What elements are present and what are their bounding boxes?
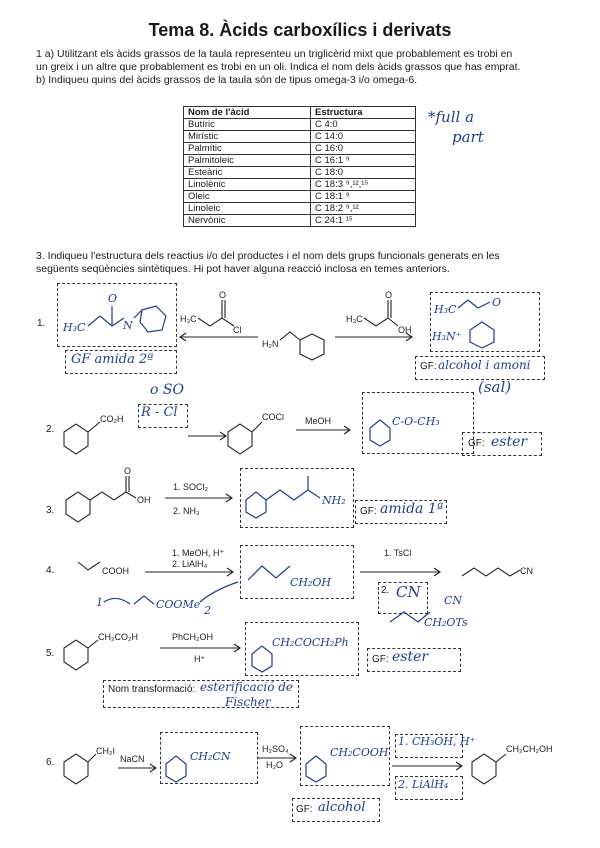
r1-gf-right-answer: alcohol i amoni [438, 358, 531, 372]
r6-cyclohexane [64, 754, 88, 784]
r6-nitrile-drawing [166, 750, 231, 782]
r6-ch2i: CH₂I [96, 746, 115, 756]
acid-name: Oleic [184, 191, 311, 203]
q3-line1: 3. Indiqueu l'estructura dels reactius i/o del productes i el nom dels grups funcionals generats en les [36, 250, 500, 262]
r3-o: O [124, 466, 132, 476]
r2-ester-text: C-O-CH₃ [392, 415, 440, 428]
r3-acid [66, 466, 151, 522]
r3-amide-drawing [246, 476, 346, 518]
r1-acid-chain [364, 318, 398, 326]
r3-gf-label: GF: [360, 506, 377, 517]
r3-amide-chain [266, 490, 320, 500]
r3-oh: OH [137, 495, 151, 505]
r3-amide-ring [246, 492, 266, 518]
r4-butanoic-acid [78, 562, 129, 576]
reaction-3-number: 3. [46, 505, 55, 516]
r1-benzene [300, 334, 324, 360]
r3-gf-answer: amida 1ª [380, 501, 444, 517]
r4-step1: 1. MeOH, H⁺ [172, 548, 225, 558]
acid-name: Palmitoleic [184, 155, 311, 167]
reaction-5-number: 5. [46, 648, 55, 659]
r3-coh [126, 492, 136, 498]
acid-struct: C 18:0 [311, 167, 416, 179]
reaction-1-number: 1. [37, 318, 46, 329]
r2-reagent-answer: R - Cl [141, 405, 178, 420]
col-name-header: Nom de l'àcid [184, 107, 311, 119]
r1-acyl-chloride [180, 290, 242, 335]
r5-gf-answer: ester [392, 649, 429, 665]
r6-h2so4: H₂SO₄ [262, 744, 289, 754]
r6-gf-answer: alcohol [318, 800, 366, 815]
r1-acid-oh: OH [398, 325, 412, 335]
r2-co2h: CO₂H [100, 414, 124, 424]
acid-struct: C 18:2 ⁹,¹² [311, 203, 416, 215]
r4-chain [78, 562, 100, 570]
r1-o-hand: O [108, 292, 118, 305]
handwritten-note-2: part [452, 128, 484, 146]
r2-acyl-chloride [228, 412, 284, 454]
r4-note-chain [134, 596, 154, 604]
acid-struct: C 4:0 [311, 119, 416, 131]
r5-ester-drawing [252, 636, 349, 672]
r4-cn: CN [520, 566, 533, 576]
r3-step1: 1. SOCl₂ [173, 482, 209, 492]
r4-alcohol-chain [248, 566, 290, 580]
acid-name: Nervònic [184, 215, 311, 227]
r1-gf-label: GF: [420, 361, 437, 372]
r1-salt-h3c: H₃C [434, 303, 457, 316]
r6-alcohol-ring [472, 754, 496, 784]
r1-cl: Cl [233, 325, 242, 335]
reaction-2-number: 2. [46, 424, 55, 435]
r4-box2-number: 2. [381, 585, 390, 596]
r4-step2: 2. LiAlH₄ [172, 559, 208, 569]
r1-salt-drawing [431, 296, 501, 348]
r1-benzene-hand [140, 306, 166, 332]
acid-struct: C 16:1 ⁹ [311, 155, 416, 167]
reaction-4-number: 4. [46, 565, 55, 576]
r1-amide-drawing [62, 292, 166, 334]
r5-cyclohexane [64, 640, 88, 670]
r2-bond-2 [252, 422, 262, 432]
r5-ester-ring [252, 646, 272, 672]
acid-struct: C 18:1 ⁹ [311, 191, 416, 203]
reaction-6-number: 6. [46, 757, 55, 768]
r2-meoh: MeOH [305, 416, 332, 426]
handwritten-note-1: *full a [428, 108, 475, 126]
q1-line2: un greix i un altre que probablement es trobi en un oli. Indica el nom dels àcids grassos que has emprat. [36, 61, 521, 73]
r4-handwritten-notes [96, 582, 468, 629]
r2-gf-label: GF: [468, 438, 485, 449]
r4-curved-arrow-2 [200, 582, 238, 602]
acid-struct: C 14:0 [311, 131, 416, 143]
acid-struct: C 16:0 [311, 143, 416, 155]
r4-note-1: 1 [96, 596, 103, 609]
r6-iodide [64, 746, 115, 784]
page-title: Tema 8. Àcids carboxílics i derivats [148, 20, 452, 40]
r3-cyclohexane [66, 492, 90, 522]
acid-name: Linoleic [184, 203, 311, 215]
r2-ester-ring [370, 420, 390, 446]
acid-name: Mirístic [184, 131, 311, 143]
acid-name: Linolènic [184, 179, 311, 191]
r1-acid-h3c: H₃C [346, 314, 363, 324]
q1-line1: 1 a) Utilitzant els àcids grassos de la taula representeu un triglicèrid mixt que probablement es trobi en [36, 48, 513, 60]
r2-cocl: COCl [262, 412, 284, 422]
r4-cooh: COOH [102, 566, 129, 576]
r6-gf-label: GF: [296, 804, 313, 815]
r6-acid-drawing [306, 746, 389, 782]
r1-gf-answer: GF amida 2ª [71, 352, 154, 367]
r2-bond [88, 422, 100, 432]
r6-h2o: H₂O [266, 760, 283, 770]
q1-line3: b) Indiqueu quins del àcids grassos de la taula són de tipus omega-3 i/o omega-6. [36, 74, 418, 86]
r3-step2: 2. NH₃ [173, 506, 200, 516]
r6-bond [88, 754, 96, 762]
r5-name-label: Nom transformació: [108, 684, 196, 695]
r4-curved-arrow-1 [104, 598, 130, 604]
r1-acid-o: O [385, 290, 393, 300]
q3-line2: següents seqüències sintètiques. Hi pot haver alguna reacció inclosa en temes anteriors. [36, 263, 450, 275]
r2-ester-drawing [370, 415, 440, 446]
r1-salt-benzene [470, 322, 494, 348]
r1-h3c-hand: H₃C [63, 321, 86, 334]
r4-alcohol-drawing [248, 566, 331, 589]
r6-step2-answer: 2. LiAlH₄ [398, 778, 449, 791]
r5-reagent: PhCH₂OH [172, 632, 214, 642]
r5-ester-text: CH₂COCH₂Ph [272, 636, 349, 649]
acid-struct: C 24:1 ¹⁵ [311, 215, 416, 227]
acid-name: Esteàric [184, 167, 311, 179]
acid-struct: C 18:3 ⁹,¹²,¹⁵ [311, 179, 416, 191]
r5-bond [88, 640, 98, 648]
r1-salt-chain [458, 300, 490, 308]
r6-ch2cooh: CH₂COOH [330, 746, 389, 759]
r1-salt-o: O [492, 296, 502, 309]
r6-nitrile-ring [166, 756, 186, 782]
r3-chain [90, 492, 126, 500]
r1-chloride-o: O [219, 290, 227, 300]
r4-note-ester: COOMe [156, 598, 201, 611]
r3-nh2: NH₂ [322, 494, 346, 507]
r1-propanoic-acid [346, 290, 412, 335]
r1-n-hand: N [123, 319, 133, 332]
r6-alcohol [472, 744, 553, 784]
r2-note: o SO [150, 382, 184, 398]
r4-nitrile-chain [462, 568, 510, 576]
acid-name: Palmític [184, 143, 311, 155]
r5-acid [64, 632, 138, 670]
r4-note-cn: CN [444, 594, 463, 607]
r1-chain [88, 316, 112, 326]
r4-tscl: 1. TsCl [384, 548, 412, 558]
r1-salt-nh3: H₃N⁺ [432, 330, 462, 343]
r5-gf-label: GF: [372, 654, 389, 665]
r2-cyclohexane [64, 424, 88, 454]
r6-ch2cn: CH₂CN [190, 750, 231, 763]
r6-nacn: NaCN [120, 754, 145, 764]
r1-amine-chain [280, 332, 300, 340]
r5-catalyst: H⁺ [194, 654, 206, 664]
acid-name: Butíric [184, 119, 311, 131]
r2-acid [64, 414, 124, 454]
r1-h3c: H₃C [180, 314, 197, 324]
r1-h2n: H₂N [262, 339, 279, 349]
r2-cyclohexane-2 [228, 424, 252, 454]
r4-note-ts: CH₂OTs [424, 616, 468, 629]
r6-alcohol-bond [496, 754, 506, 762]
r4-ch2oh: CH₂OH [290, 576, 332, 589]
col-struct-header: Estructura [311, 107, 416, 119]
r6-ch2ch2oh: CH₂CH₂OH [506, 744, 553, 754]
r6-step1-answer: 1. CH₃OH, H⁺ [398, 735, 476, 748]
r4-nitrile [462, 566, 533, 576]
r5-ch2co2h: CH₂CO₂H [98, 632, 138, 642]
r4-note-2: 2 [204, 604, 211, 617]
r4-box2-answer: CN [396, 583, 421, 601]
r2-gf-answer: ester [491, 434, 528, 450]
r4-nitrile-bond [510, 570, 520, 576]
r1-chloride-chain [198, 318, 234, 326]
r6-acid-ring [306, 756, 326, 782]
r5-name-answer-2: Fischer [225, 695, 271, 709]
r1-gf-right-answer-2: (sal) [478, 378, 512, 396]
r5-name-answer: esterificació de [200, 680, 294, 694]
r1-benzylamine [262, 332, 324, 360]
